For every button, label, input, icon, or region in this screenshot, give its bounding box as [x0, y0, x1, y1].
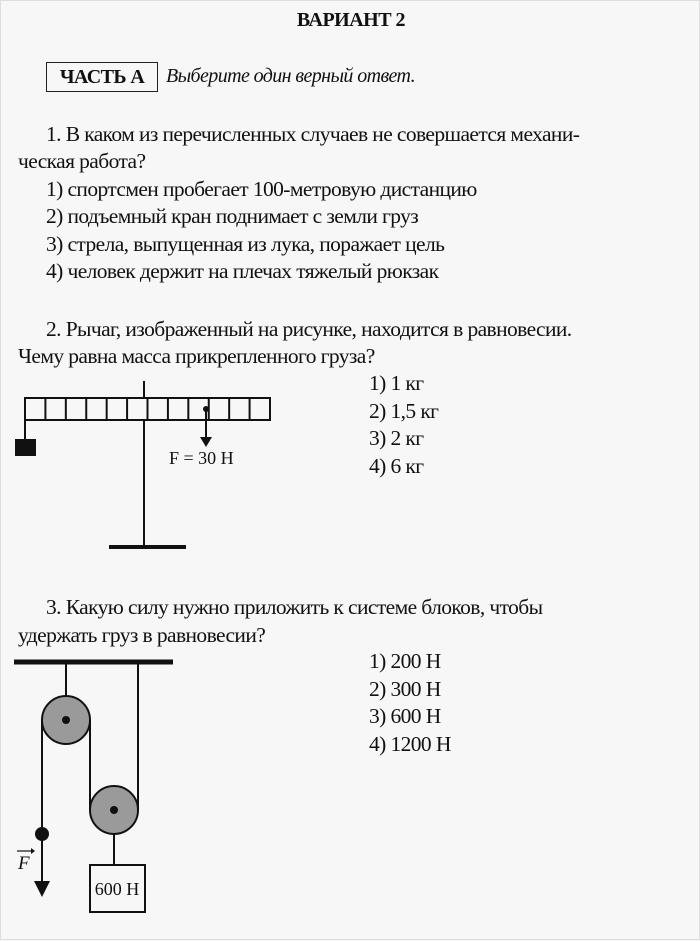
part-label-box: ЧАСТЬ А — [46, 62, 158, 92]
force-application-point — [35, 827, 49, 841]
question-1-option: 3) стрела, выпущенная из лука, поражает цель — [46, 232, 445, 256]
question-3-option: 3) 600 Н — [369, 704, 441, 728]
question-1-text: 1. В каком из перечисленных случаев не совершается механи- — [46, 122, 580, 146]
lever-figure — [1, 1, 700, 941]
part-instruction: Выберите один верный ответ. — [166, 65, 416, 87]
question-3-text-cont: удержать груз в равновесии? — [18, 623, 266, 647]
question-1-text-cont: ческая работа? — [18, 149, 146, 173]
load-label: 600 Н — [94, 879, 140, 899]
question-3-text: 3. Какую силу нужно приложить к системе блоков, чтобы — [46, 595, 543, 619]
pull-force-arrowhead — [34, 881, 50, 897]
question-2-text-cont: Чему равна масса прикрепленного груза? — [18, 344, 375, 368]
lever-force-label: F = 30 Н — [169, 448, 234, 468]
question-2-option: 1) 1 кг — [369, 371, 424, 395]
question-2-option: 3) 2 кг — [369, 426, 424, 450]
question-1-option: 1) спортсмен пробегает 100-метровую дистанцию — [46, 177, 477, 201]
question-2-option: 2) 1,5 кг — [369, 399, 439, 423]
question-1-option: 4) человек держит на плечах тяжелый рюкзак — [46, 259, 439, 283]
question-1-option: 2) подъемный кран поднимает с земли груз — [46, 204, 419, 228]
question-3-option: 2) 300 Н — [369, 677, 441, 701]
force-arrowhead — [200, 437, 212, 447]
variant-title: ВАРИАНТ 2 — [296, 9, 406, 31]
lever-weight — [15, 439, 36, 456]
question-2-option: 4) 6 кг — [369, 454, 424, 478]
pulley-figure — [14, 662, 173, 912]
question-3-option: 4) 1200 Н — [369, 732, 451, 756]
question-3-option: 1) 200 Н — [369, 649, 441, 673]
question-2-text: 2. Рычаг, изображенный на рисунке, находится в равновесии. — [46, 317, 572, 341]
pulley-force-label: F — [18, 853, 30, 874]
